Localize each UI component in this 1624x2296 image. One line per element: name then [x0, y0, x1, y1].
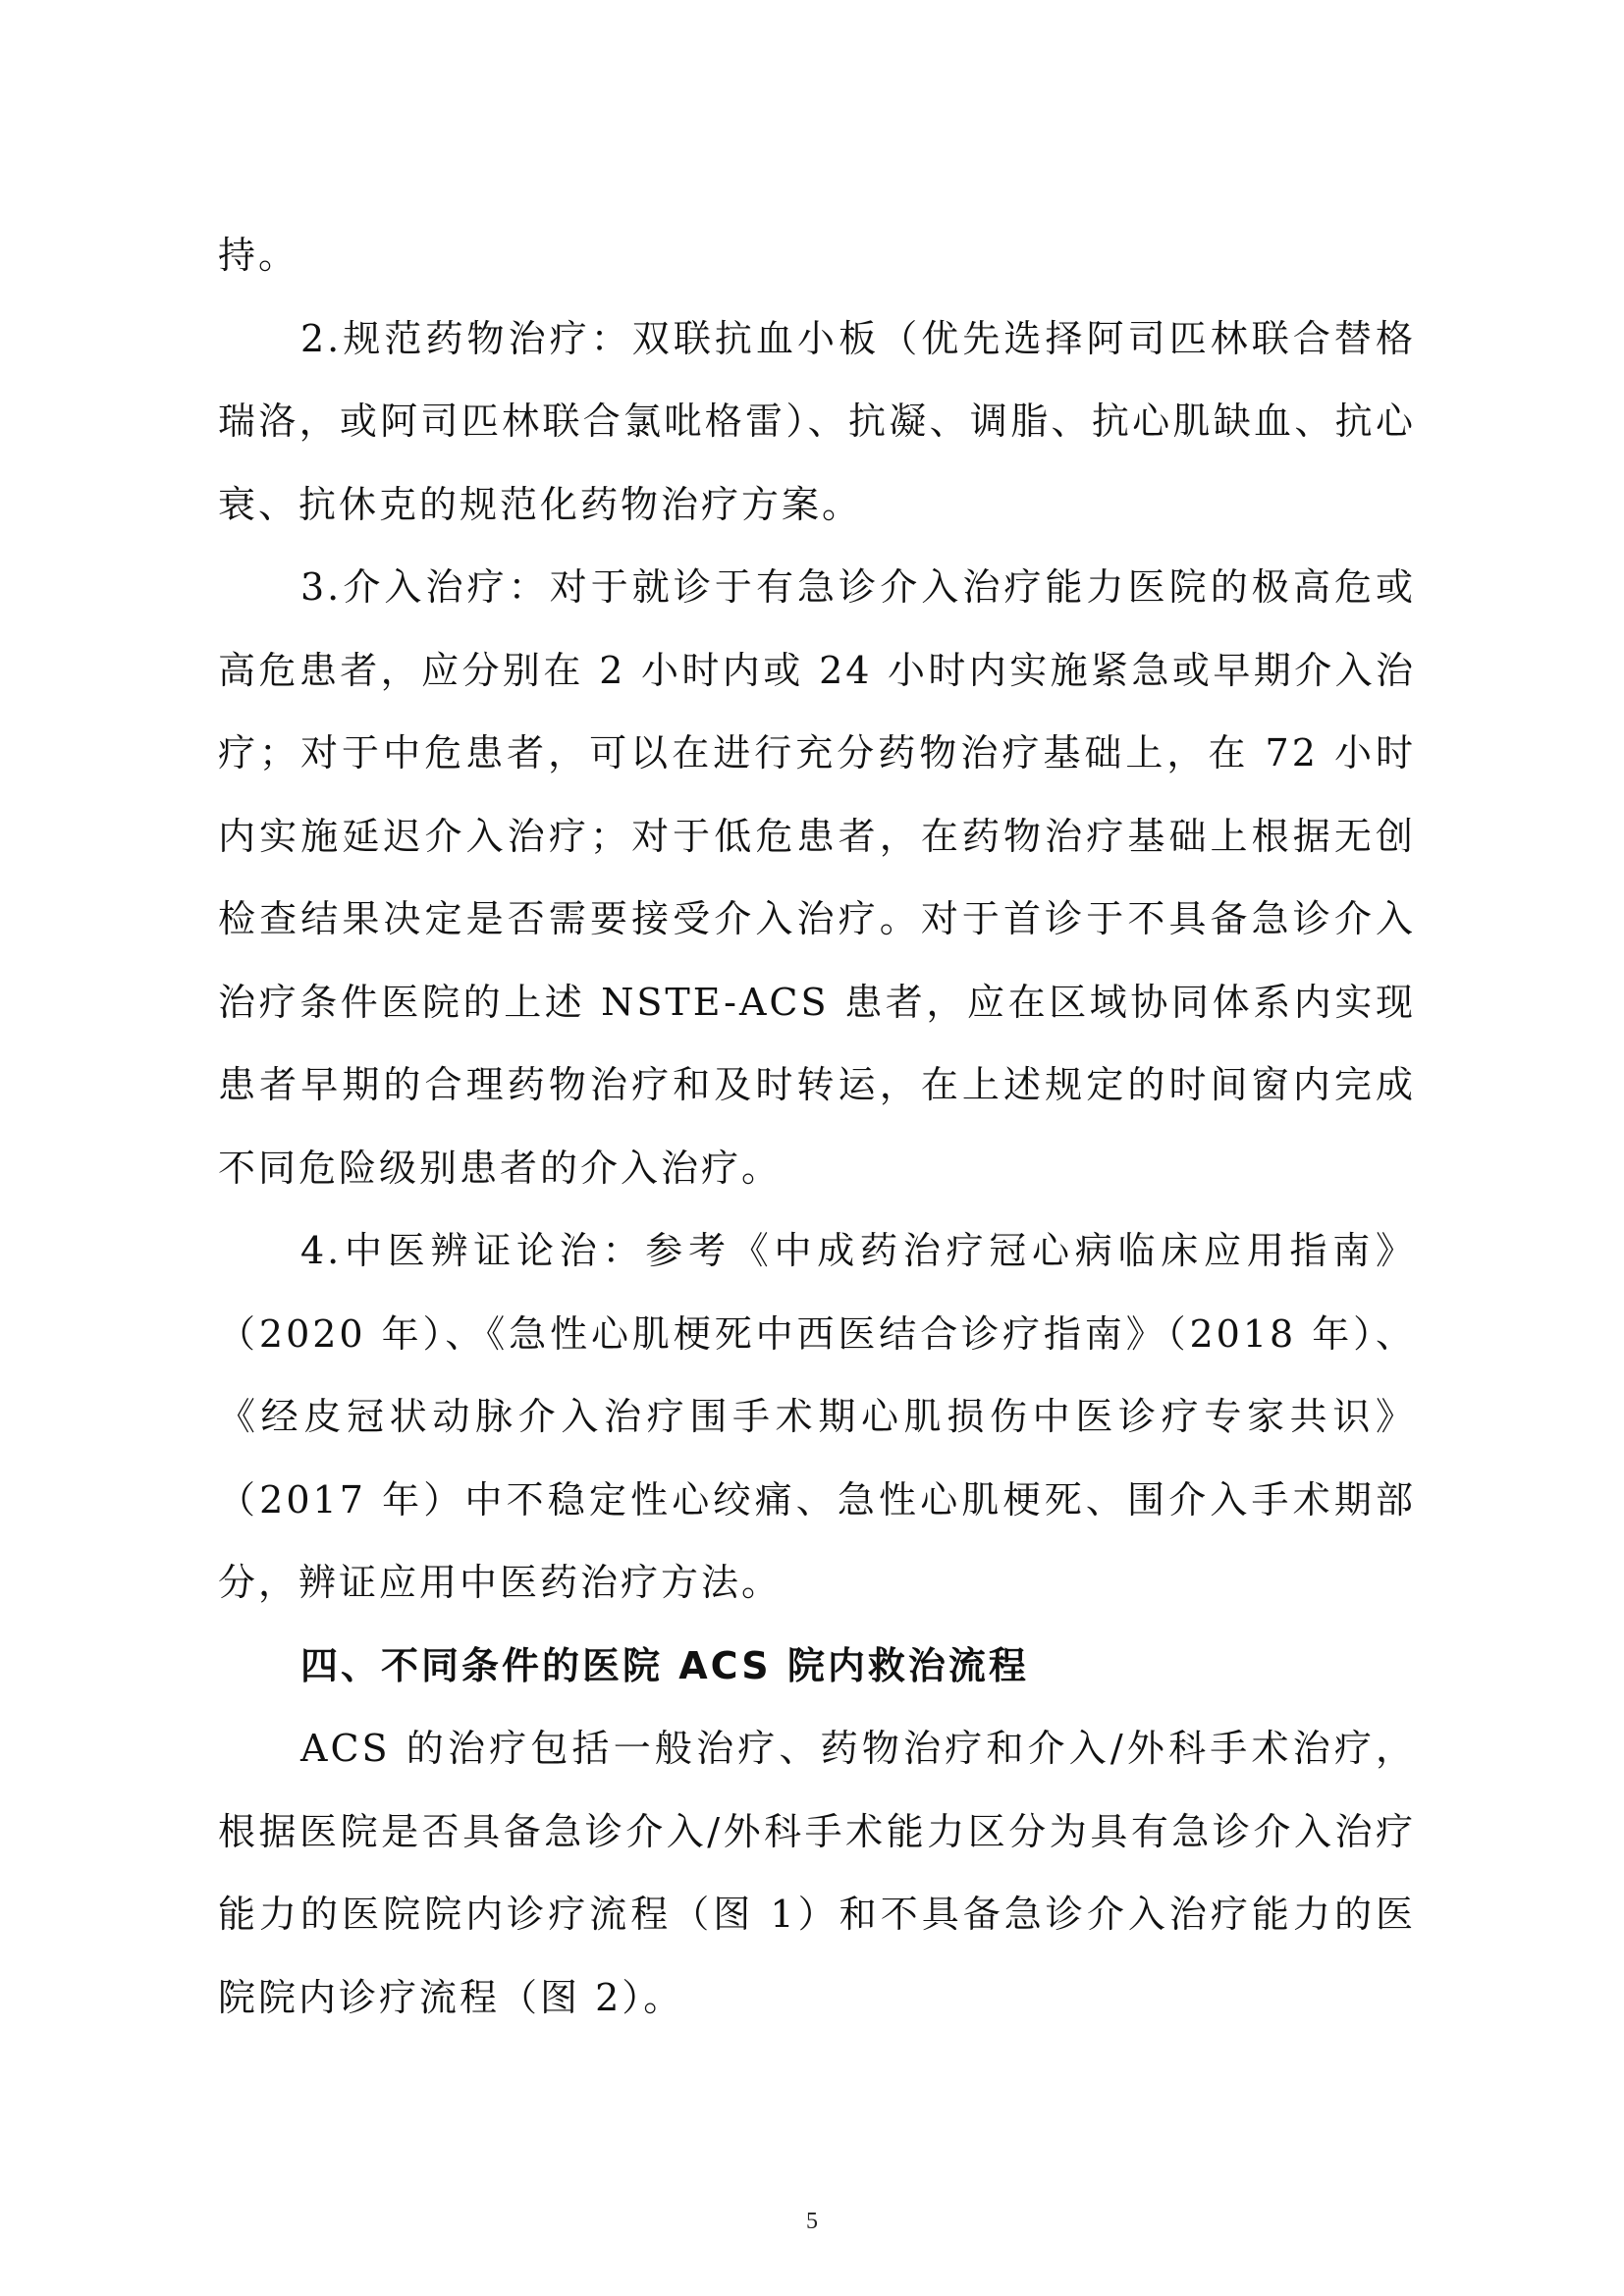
paragraph-acs-workflow: ACS 的治疗包括一般治疗、药物治疗和介入/外科手术治疗，根据医院是否具备急诊介入/外科手术能力区分为具有急诊介入治疗能力的医院院内诊疗流程（图 1）和不具备急诊介入治疗能力的医院院内诊疗流程（图 2）。: [218, 1727, 1416, 2019]
paragraph-continuation: 持。: [218, 234, 299, 277]
page-body: [218, 214, 1416, 2039]
section-heading: 四、不同条件的医院 ACS 院内救治流程: [300, 1643, 1029, 1687]
paragraph-drug-therapy: 2.规范药物治疗：双联抗血小板（优先选择阿司匹林联合替格瑞洛，或阿司匹林联合氯吡格雷）、抗凝、调脂、抗心肌缺血、抗心衰、抗休克的规范化药物治疗方案。: [218, 316, 1416, 526]
paragraph-tcm-therapy: 4.中医辨证论治：参考《中成药治疗冠心病临床应用指南》（2020 年）、《急性心肌梗死中西医结合诊疗指南》（2018 年）、《经皮冠状动脉介入治疗围手术期心肌损伤中医诊疗专家共识》（2017 年）中不稳定性心绞痛、急性心肌梗死、围介入手术期部分，辨证应用中医药治疗方法。: [218, 1229, 1416, 1604]
paragraph-interventional-therapy: 3.介入治疗：对于就诊于有急诊介入治疗能力医院的极高危或高危患者，应分别在 2 小时内或 24 小时内实施紧急或早期介入治疗；对于中危患者，可以在进行充分药物治疗基础上，在 72 小时内实施延迟介入治疗；对于低危患者，在药物治疗基础上根据无创检查结果决定是否需要接受介入治疗。对于首诊于不具备急诊介入治疗条件医院的上述 NSTE-ACS 患者，应在区域协同体系内实现患者早期的合理药物治疗和及时转运，在上述规定的时间窗内完成不同危险级别患者的介入治疗。: [218, 565, 1416, 1190]
page-number: 5: [806, 2209, 818, 2234]
